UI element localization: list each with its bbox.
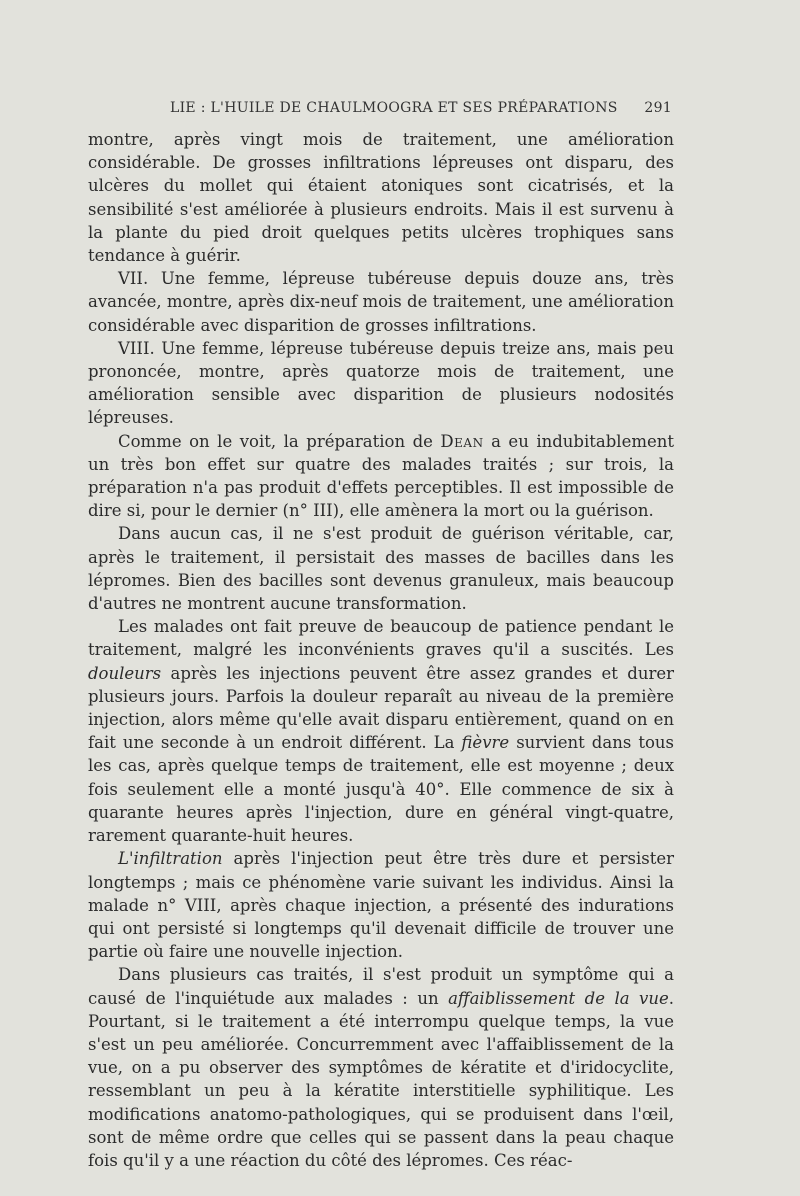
paragraph-4-text-a: Comme on le voit, la préparation de bbox=[118, 431, 441, 451]
paragraph-2: VII. Une femme, lépreuse tubéreuse depuis douze ans, très avancée, montre, après dix-neuf mois de traitement, une amélioration considérable avec disparition de grosses infiltrations. bbox=[88, 269, 674, 335]
term-douleurs: douleurs bbox=[88, 663, 162, 683]
paragraph-6-text-e: survient dans tous les cas, après quelque temps de traitement, elle est moyenne ; deux fois seulement elle a monté jusqu'à 40°. Elle commence de six à quarante heures après l'injection, dure en général vingt-quatre, rarement quarante-huit heures. bbox=[88, 733, 674, 846]
term-affaiblissement: affaiblissement de la vue bbox=[448, 988, 669, 1008]
page-number: 291 bbox=[644, 100, 672, 116]
paragraph-8-text-c: . Pourtant, si le traitement a été interrompu quelque temps, la vue s'est un peu améliorée. Concurremment avec l'affaiblissement de la vue, on a pu observer des symptômes de kératite et d'iridocyclite, ressemblant un peu à la kératite interstitielle syphilitique. Les modifications anatomo-pathologiques, qui se produisent dans l'œil, sont de même ordre que celles qui se passent dans la peau chaque fois qu'il y a une réaction du côté des lépromes. Ces réac- bbox=[88, 988, 675, 1170]
running-title: LIE : L'HUILE DE CHAULMOOGRA ET SES PRÉPARATIONS bbox=[170, 100, 618, 116]
paragraph-7-text-b: après l'injection peut être très dure et persister longtemps ; mais ce phénomène varie suivant les individus. Ainsi la malade n° VIII, après chaque injection, a présenté des indurations qui ont persisté si longtemps qu'il devenait difficile de trouver une partie où faire une nouvelle injection. bbox=[88, 849, 674, 962]
paragraph-7 bbox=[88, 847, 674, 963]
term-infiltration: L'infiltration bbox=[118, 849, 223, 869]
paragraph-1: montre, après vingt mois de traitement, une amélioration considérable. De grosses infiltrations lépreuses ont disparu, des ulcères du mollet qui étaient atoniques sont cicatrisés, et la sensibilité s'est améliorée à plusieurs endroits. Mais il est survenu à la plante du pied droit quelques petits ulcères trophiques sans tendance à guérir. bbox=[88, 130, 674, 266]
author-name-dean: Dean bbox=[440, 431, 484, 451]
paragraph-6 bbox=[88, 615, 674, 847]
paragraph-8 bbox=[88, 963, 674, 1172]
paragraph-8-text-a: Dans plusieurs cas traités, il s'est produit un symptôme qui a causé de l'inquiétude aux malades : un bbox=[88, 965, 674, 1008]
term-fievre: fièvre bbox=[461, 733, 510, 753]
paragraph-6-text-c: après les injections peuvent être assez grandes et durer plusieurs jours. Parfois la douleur reparaît au niveau de la première injection, alors même qu'elle avait disparu entièrement, quand on en fait une seconde à un endroit différent. La bbox=[88, 663, 674, 753]
paragraph-6-text-a: Les malades ont fait preuve de beaucoup de patience pendant le traitement, malgré les inconvénients graves qu'il a suscités. Les bbox=[88, 617, 674, 660]
paragraph-3: VIII. Une femme, lépreuse tubéreuse depuis treize ans, mais peu prononcée, montre, après quatorze mois de traitement, une amélioration sensible avec disparition de plusieurs nodosités lépreuses. bbox=[88, 338, 674, 428]
paragraph-5: Dans aucun cas, il ne s'est produit de guérison véritable, car, après le traitement, il persistait des masses de bacilles dans les lépromes. Bien des bacilles sont devenus granuleux, mais beaucoup d'autres ne montrent aucune transformation. bbox=[88, 524, 674, 614]
body-text bbox=[88, 128, 674, 1172]
paragraph-4-text-b: a eu indubitablement un très bon effet sur quatre des malades traités ; sur trois, la préparation n'a pas produit d'effets perceptibles. Il est impossible de dire si, pour le dernier (n° III), elle amènera la mort ou la guérison. bbox=[88, 431, 674, 521]
paragraph-4 bbox=[88, 430, 674, 523]
running-header bbox=[88, 100, 672, 120]
